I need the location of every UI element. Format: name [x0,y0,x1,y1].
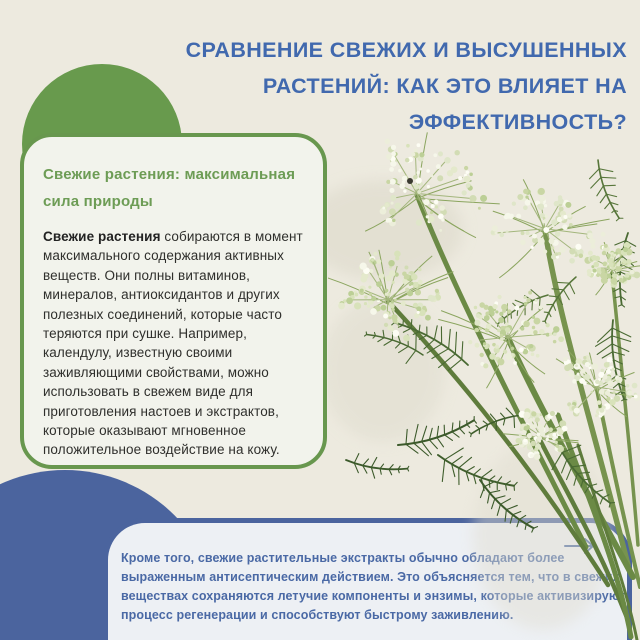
fresh-plants-body [43,227,317,460]
page-title-line-3: ЭФФЕКТИВНОСТЬ? [408,110,627,135]
fresh-plants-card [20,133,327,469]
fresh-plants-body-lead: Свежие растения [43,229,161,244]
page-title-line-1: СРАВНЕНИЕ СВЕЖИХ И ВЫСУШЕННЫХ [185,38,627,63]
page-title [107,32,627,140]
antiseptic-note-card [103,518,632,640]
page-title-line-2: РАСТЕНИЙ: КАК ЭТО ВЛИЯЕТ НА [262,74,627,99]
fresh-plants-body-rest: собираются в момент максимального содержания активных веществ. Они полны витаминов, минералов, антиоксидантов и других полезных соединений, которые часто теряются при сушке. Например, календулу, известную своими заживляющими свойствами, можно использовать в свежем виде для приготовления настоев и экстрактов, которые оказывают мгновенное положительное воздействие на кожу. [43,229,303,458]
next-arrow-icon[interactable] [563,537,597,555]
fresh-plants-heading: Свежие растения: максимальная сила природы [43,166,296,210]
antiseptic-note-text: Кроме того, свежие растительные экстракты обычно обладают более выраженным антисептическим действием. Это объясняется тем, что в свежих веществах сохраняются летучие компоненты и энзимы, которые активизируют процесс регенерации и способствуют быстрому заживлению. [121,551,626,622]
